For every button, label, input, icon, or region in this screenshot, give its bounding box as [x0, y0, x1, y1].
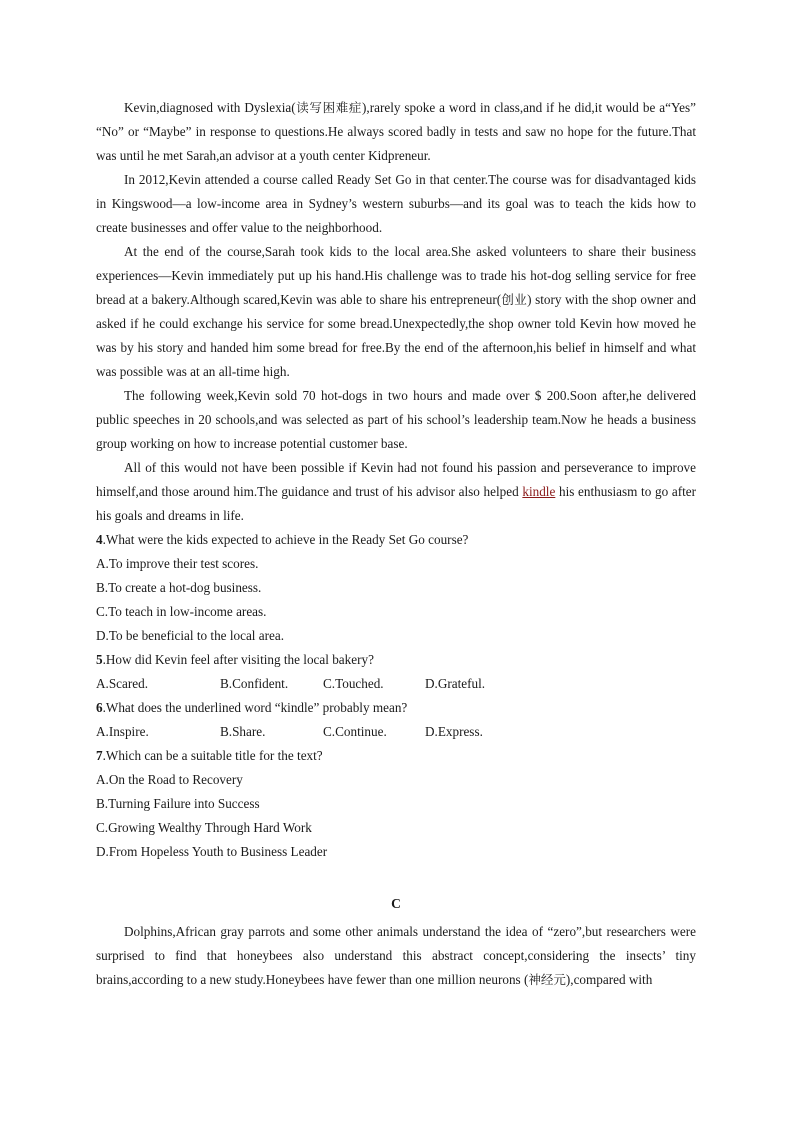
question-5-stem: 5.How did Kevin feel after visiting the local bakery?: [96, 652, 374, 667]
question-4-option-a: A.To improve their test scores.: [96, 556, 259, 571]
question-6-option-a: A.Inspire.: [96, 724, 149, 739]
question-6-option-b: B.Share.: [220, 724, 266, 739]
passage-b-paragraph-3: At the end of the course,Sarah took kids to the local area.She asked volunteers to share their business experiences—Kevin immediately put up his hand.His challenge was to trade his hot-dog selling service for free bread at a bakery.Although scared,Kevin was able to share his entrepreneur(创业) story with the shop owner and asked if he could exchange his service for some bread.Unexpectedly,the shop owner told Kevin how moved he was by his story and handed him some bread for free.By the end of the afternoon,his belief in himself and what was possible was at an all-time high.: [96, 244, 696, 379]
question-4-stem: 4.What were the kids expected to achieve in the Ready Set Go course?: [96, 532, 469, 547]
question-number: 7: [96, 748, 103, 763]
question-7-option-a: A.On the Road to Recovery: [96, 772, 243, 787]
question-5-option-d: D.Grateful.: [425, 676, 486, 691]
question-6-options: [96, 720, 696, 744]
question-4-option-b: B.To create a hot-dog business.: [96, 580, 262, 595]
underlined-word-kindle: kindle: [522, 484, 556, 499]
question-number: 6: [96, 700, 103, 715]
question-7-option-d: D.From Hopeless Youth to Business Leader: [96, 844, 328, 859]
question-5-options: [96, 672, 696, 696]
question-5-option-b: B.Confident.: [220, 676, 289, 691]
question-number: 5: [96, 652, 103, 667]
question-7-option-b: B.Turning Failure into Success: [96, 796, 260, 811]
question-5-option-a: A.Scared.: [96, 676, 148, 691]
passage-b-paragraph-1: Kevin,diagnosed with Dyslexia(读写困难症),rarely spoke a word in class,and if he did,it would be a“Yes” “No” or “Maybe” in response to questions.He always scored badly in tests and saw no hope for the future.That was until he met Sarah,an advisor at a youth center Kidpreneur.: [96, 100, 696, 163]
question-6-stem: 6.What does the underlined word “kindle” probably mean?: [96, 700, 408, 715]
question-7-option-c: C.Growing Wealthy Through Hard Work: [96, 820, 312, 835]
question-6-option-c: C.Continue.: [323, 724, 387, 739]
question-number: 4: [96, 532, 103, 547]
document-content: [96, 96, 696, 992]
passage-c-heading: C: [391, 896, 401, 911]
question-4-option-d: D.To be beneficial to the local area.: [96, 628, 285, 643]
passage-c-paragraph-1: Dolphins,African gray parrots and some other animals understand the idea of “zero”,but researchers were surprised to find that honeybees also understand this abstract concept,considering the insects’ tiny brains,according to a new study.Honeybees have fewer than one million neurons (神经元),compared with: [96, 924, 696, 987]
question-4-option-c: C.To teach in low-income areas.: [96, 604, 267, 619]
question-6-option-d: D.Express.: [425, 724, 483, 739]
passage-b-paragraph-5: All of this would not have been possible if Kevin had not found his passion and perseverance to improve himself,and those around him.The guidance and trust of his advisor also helped kindle his enthusiasm to go after his goals and dreams in life.: [96, 460, 696, 523]
question-5-option-c: C.Touched.: [323, 676, 384, 691]
question-7-stem: 7.Which can be a suitable title for the text?: [96, 748, 323, 763]
passage-b-paragraph-4: The following week,Kevin sold 70 hot-dogs in two hours and made over $ 200.Soon after,he delivered public speeches in 20 schools,and was selected as part of his school’s leadership team.Now he heads a business group working on how to increase potential customer base.: [96, 388, 696, 451]
passage-b-paragraph-2: In 2012,Kevin attended a course called Ready Set Go in that center.The course was for disadvantaged kids in Kingswood—a low-income area in Sydney’s western suburbs—and its goal was to teach the kids how to create businesses and offer value to the neighborhood.: [96, 172, 696, 235]
